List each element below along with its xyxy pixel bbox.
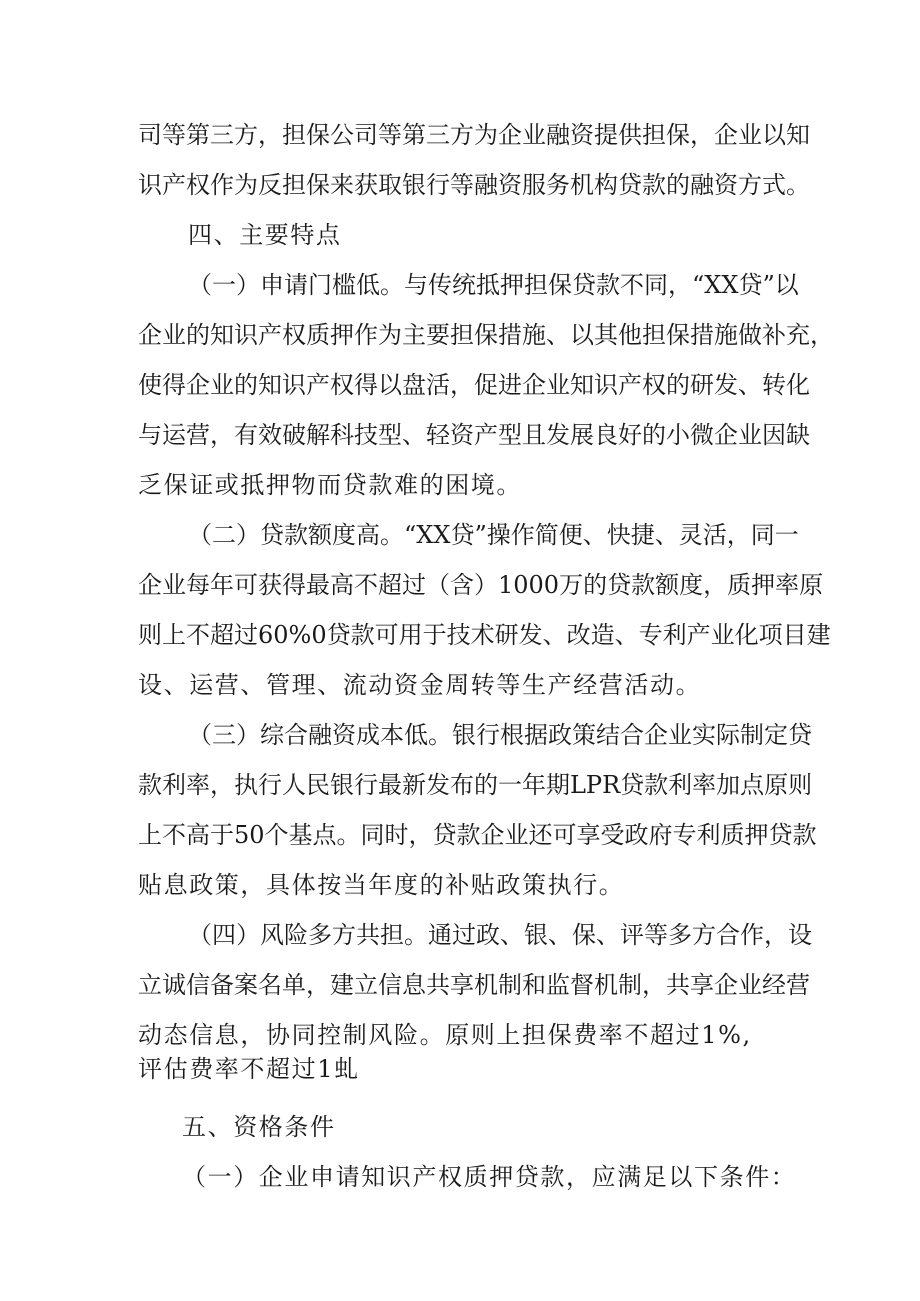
body-text-line: 企业的知识产权质押作为主要担保措施、以其他担保措施做补充， — [138, 321, 834, 349]
paragraph-first-line: （一）企业申请知识产权质押贷款，应满足以下条件： — [182, 1163, 797, 1191]
body-text-line: 则上不超过60%0贷款可用于技术研发、改造、专利产业化项目建 — [138, 621, 831, 649]
body-text-line: 司等第三方，担保公司等第三方为企业融资提供担保，企业以知 — [138, 121, 810, 149]
body-text-line: 立诚信备案名单，建立信息共享机制和监督机制，共享企业经营 — [138, 971, 810, 999]
body-text-line: 贴息政策，具体按当年度的补贴政策执行。 — [138, 871, 625, 899]
body-text-line: 款利率，执行人民银行最新发布的一年期LPR贷款利率加点原则 — [138, 771, 813, 799]
section-heading: 四、主要特点 — [188, 221, 342, 249]
body-text-line: 乏保证或抵押物而贷款难的困境。 — [138, 471, 522, 499]
body-text-line: 设、运营、管理、流动资金周转等生产经营活动。 — [138, 671, 702, 699]
paragraph-first-line: （一）申请门槛低。与传统抵押担保贷款不同，“XX贷”以 — [188, 271, 799, 299]
body-text-line: 识产权作为反担保来获取银行等融资服务机构贷款的融资方式。 — [138, 171, 810, 199]
body-text-line: 企业每年可获得最高不超过（含）1000万的贷款额度，质押率原 — [138, 571, 824, 599]
body-text-line: 动态信息，协同控制风险。原则上担保费率不超过1%, — [138, 1021, 752, 1049]
paragraph-first-line: （二）贷款额度高。“XX贷”操作简便、快捷、灵活，同一 — [188, 521, 799, 549]
body-text-line: 与运营，有效破解科技型、轻资产型且发展良好的小微企业因缺 — [138, 421, 810, 449]
paragraph-first-line: （四）风险多方共担。通过政、银、保、评等多方合作，设 — [188, 921, 812, 949]
body-text-line: 上不高于50个基点。同时，贷款企业还可享受政府专利质押贷款 — [138, 821, 817, 849]
body-text-line: 使得企业的知识产权得以盘活，促进企业知识产权的研发、转化 — [138, 371, 810, 399]
paragraph-first-line: （三）综合融资成本低。银行根据政策结合企业实际制定贷 — [188, 721, 812, 749]
section-heading: 五、资格条件 — [182, 1113, 336, 1141]
body-text-line: 评估费率不超过1虬 — [138, 1055, 360, 1083]
